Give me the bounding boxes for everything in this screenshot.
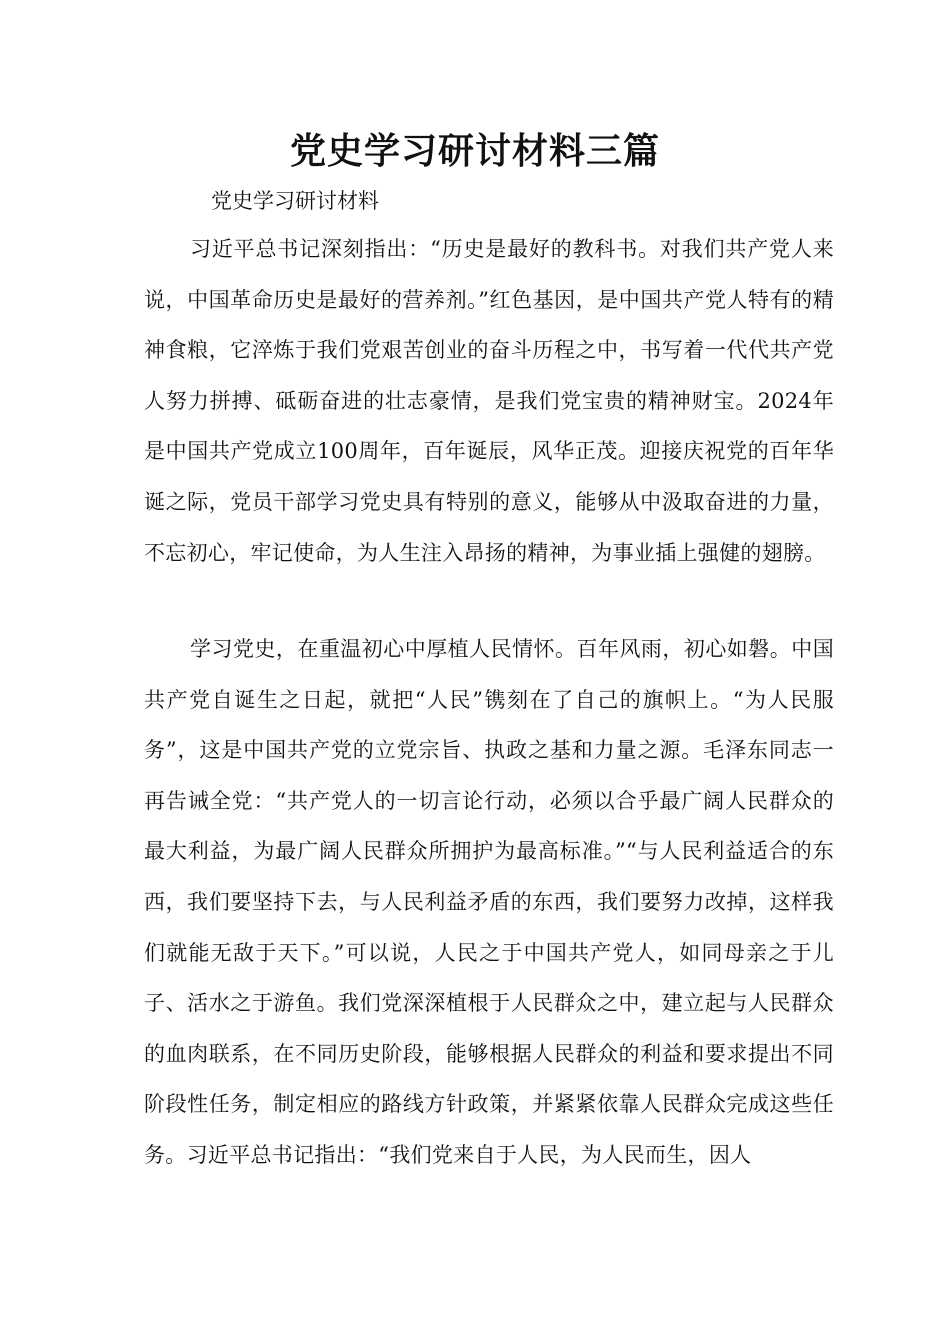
document-subtitle: 党史学习研讨材料 xyxy=(211,189,379,213)
body-paragraph: 习近平总书记深刻指出：“历史是最好的教科书。对我们共产党人来说，中国革命历史是最好的营养剂。”红色基因，是中国共产党人特有的精神食粮，它淬炼于我们党艰苦创业的奋斗历程之中，书写着一代代共产党人努力拼搏、砥砺奋进的壮志豪情，是我们党宝贵的精神财宝。2024年是中国共产党成立100周年，百年诞辰，风华正茂。迎接庆祝党的百年华诞之际，党员干部学习党史具有特别的意义，能够从中汲取奋进的力量，不忘初心，牢记使命，为人生注入昂扬的精神，为事业插上强健的翅膀。 xyxy=(144,237,834,565)
document-title: 党史学习研讨材料三篇 xyxy=(289,131,660,172)
body-paragraph: 学习党史，在重温初心中厚植人民情怀。百年风雨，初心如磐。中国共产党自诞生之日起，就把“人民”镌刻在了自己的旗帜上。“为人民服务”，这是中国共产党的立党宗旨、执政之基和力量之源。毛泽东同志一再告诫全党：“共产党人的一切言论行动，必须以合乎最广阔人民群众的最大利益，为最广阔人民群众所拥护为最高标准。”“与人民利益适合的东西，我们要坚持下去，与人民利益矛盾的东西，我们要努力改掉，这样我们就能无敌于天下。”可以说，人民之于中国共产党人，如同母亲之于儿子、活水之于游鱼。我们党深深植根于人民群众之中，建立起与人民群众的血肉联系，在不同历史阶段，能够根据人民群众的利益和要求提出不同阶段性任务，制定相应的路线方针政策，并紧紧依靠人民群众完成这些任务。习近平总书记指出：“我们党来自于人民，为人民而生，因人 xyxy=(144,637,834,1167)
